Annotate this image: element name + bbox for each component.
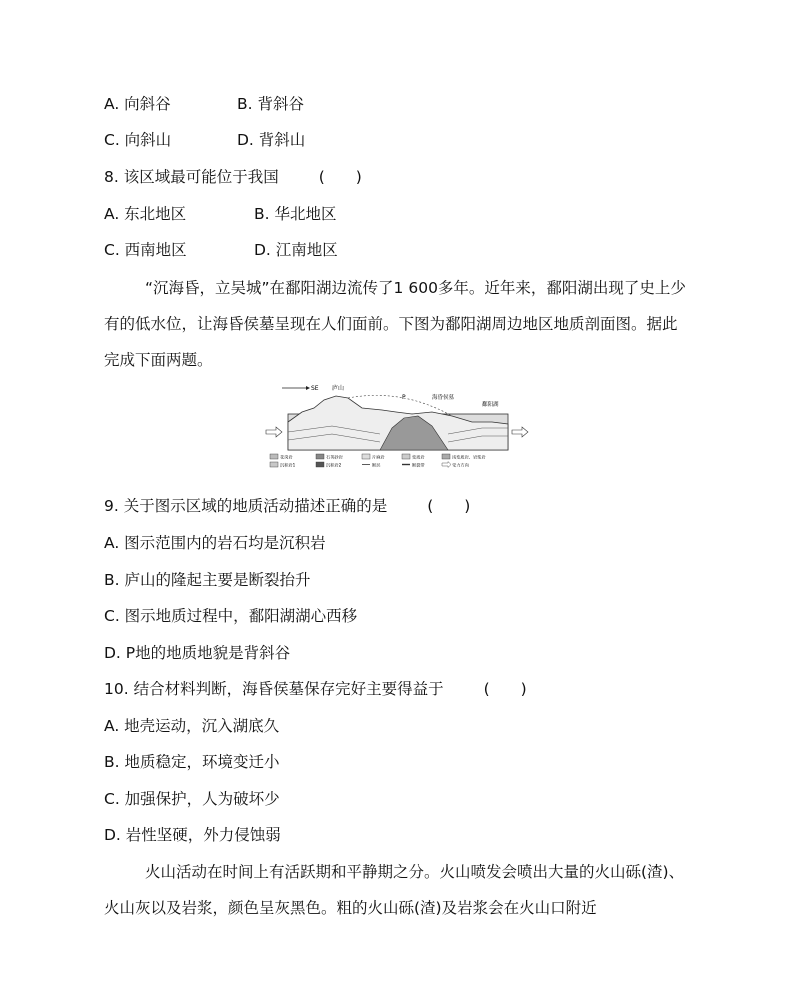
- option-a: A. 向斜谷: [104, 95, 171, 113]
- option-d: D. 岩性坚硬，外力侵蚀弱: [104, 826, 281, 844]
- question-9: [104, 496, 470, 516]
- option-c: C. 向斜山: [104, 131, 172, 149]
- option-a: A. 地壳运动，沉入湖底久: [104, 717, 280, 735]
- question-10: [104, 679, 527, 699]
- option-b: B. 华北地区: [254, 205, 337, 223]
- p-label: P: [402, 394, 406, 401]
- option-c: C. 西南地区: [104, 241, 187, 259]
- legend-label: 花岗岩: [280, 454, 293, 460]
- lushan-label: 庐山: [332, 385, 345, 392]
- option-b: B. 庐山的隆起主要是断裂抬升: [104, 571, 311, 589]
- option-c: C. 加强保护，人为破坏少: [104, 790, 280, 808]
- passage: 火山活动在时间上有活跃期和平静期之分。火山喷发会喷出大量的火山砾(渣)、火山灰以及岩浆，颜色呈灰黑色。粗的火山砾(渣)及岩浆会在火山口附近: [104, 863, 685, 917]
- option-c: C. 图示地质过程中，鄱阳湖湖心西移: [104, 607, 358, 625]
- option-b: B. 地质稳定，环境变迁小: [104, 753, 280, 771]
- legend-label: 受力方向: [452, 462, 469, 468]
- option-d: D. 背斜山: [237, 131, 306, 149]
- poyang-label: 鄱阳湖: [482, 402, 499, 408]
- answer-bracket: ( ): [427, 497, 471, 515]
- force-arrow-left: [266, 427, 282, 437]
- force-arrow-right: [512, 427, 528, 437]
- direction-label: SE: [311, 385, 319, 392]
- answer-bracket: ( ): [318, 168, 362, 186]
- haihun-label: 海昏侯墓: [432, 395, 455, 401]
- legend-label: 片麻岩: [372, 454, 385, 460]
- legend-label: 断层: [372, 462, 381, 468]
- legend-label: 沉积岩2: [326, 462, 342, 468]
- legend-label: 浅变质岩、岩浆岩: [452, 454, 486, 460]
- option-d: D. 江南地区: [254, 241, 338, 259]
- option-b: B. 背斜谷: [237, 95, 304, 113]
- legend-label: 沉积岩1: [280, 462, 296, 468]
- legend-label: 断裂带: [412, 462, 425, 468]
- geologic-cross-section-figure: [262, 382, 530, 470]
- answer-bracket: ( ): [483, 680, 527, 698]
- question-stem: 8. 该区域最可能位于我国: [104, 168, 279, 186]
- legend-label: 石英砂岩: [326, 454, 343, 460]
- question-stem: 10. 结合材料判断，海昏侯墓保存完好主要得益于: [104, 680, 444, 698]
- legend-label: 变质岩: [412, 454, 425, 460]
- option-a: A. 东北地区: [104, 205, 187, 223]
- question-8: [104, 167, 362, 187]
- option-d: D. P地的地质地貌是背斜谷: [104, 644, 291, 662]
- question-stem: 9. 关于图示区域的地质活动描述正确的是: [104, 497, 388, 515]
- option-a: A. 图示范围内的岩石均是沉积岩: [104, 534, 326, 552]
- passage: “沉海昏，立吴城”在鄱阳湖边流传了1 600多年。近年来，鄱阳湖出现了史上少有的低水位，让海昏侯墓呈现在人们面前。下图为鄱阳湖周边地区地质剖面图。据此完成下面两题。: [104, 279, 686, 369]
